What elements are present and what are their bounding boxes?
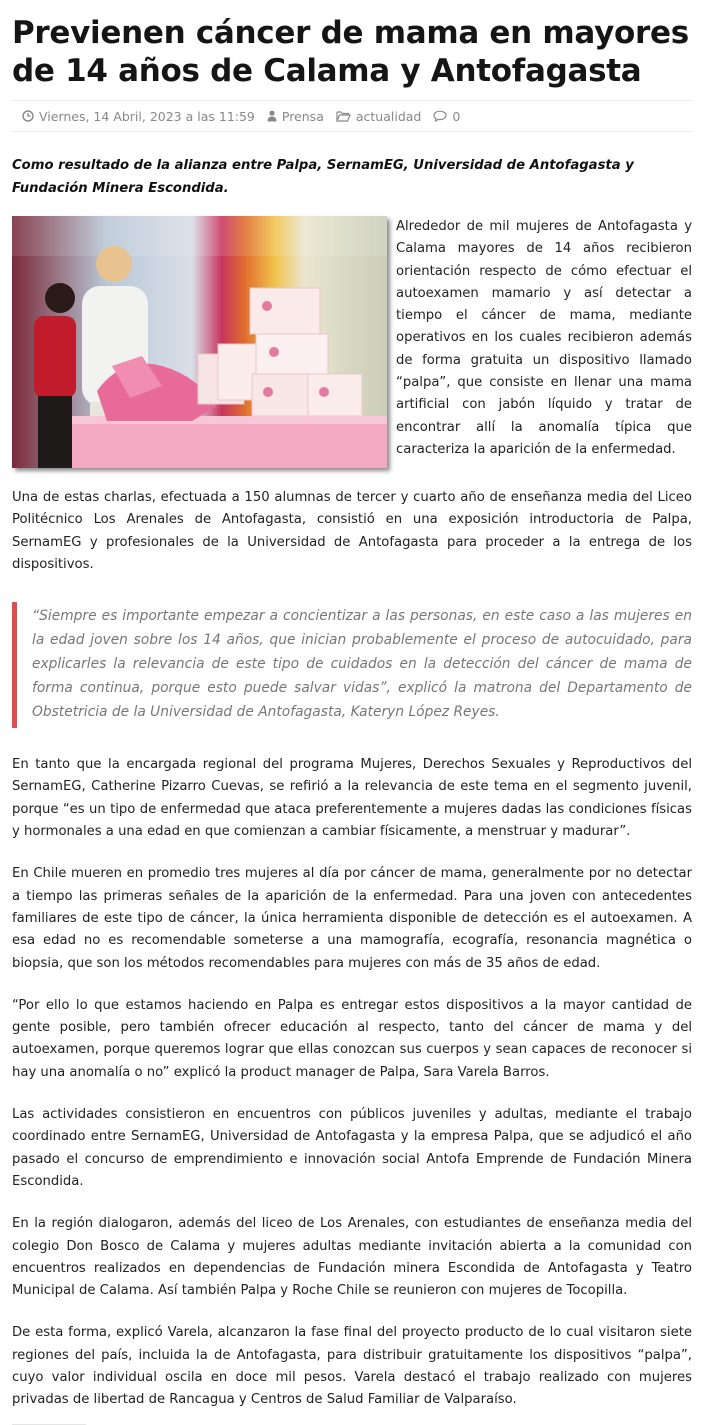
article-side-paragraph: Alrededor de mil mujeres de Antofagasta y Calama mayores de 14 años recibieron orientación respecto de cómo efectuar el autoexamen mamario y así detectar a tiempo el cáncer de mama, mediante operativos en los cuales recibieron además de forma gratuita un dispositivo llamado “palpa”, que consiste en llenar una mama artificial con jabón líquido y tratar de encontrar allí la anomalía típica que caracteriza la aparición de la enfermedad.: [396, 219, 692, 457]
meta-comments[interactable]: [433, 109, 460, 124]
article-blockquote: “Siempre es importante empezar a concientizar a las personas, en este caso a las mujeres en la edad joven sobre los 14 años, que inician probablemente el proceso de autocuidado, para explicarles la relevancia de este tipo de cuidados en la detección del cáncer de mama de forma continua, porque esto puede salvar vidas”, explicó la matrona del Departamento de Obstetricia de la Universidad de Antofagasta, Kateryn López Reyes.: [12, 602, 692, 728]
user-icon: [267, 110, 277, 122]
article-paragraph-6: En la región dialogaron, además del liceo de Los Arenales, con estudiantes de enseñanza media del colegio Don Bosco de Calama y mujeres adultas mediante invitación abierta a la comunidad con encuentros realizados en dependencias de Fundación minera Escondida de Antofagasta y Teatro Municipal de Calama. Así también Palpa y Roche Chile se reunieron con mujeres de Tocopilla.: [12, 1216, 692, 1299]
meta-category[interactable]: [336, 109, 422, 124]
meta-category-text[interactable]: actualidad: [355, 108, 422, 124]
article-title: Previenen cáncer de mama en mayores de 14 años de Calama y Antofagasta: [12, 15, 689, 89]
meta-author[interactable]: [267, 109, 324, 124]
meta-date: [22, 109, 255, 124]
meta-date-text: Viernes, 14 Abril, 2023 a las 11:59: [39, 108, 255, 124]
meta-author-text[interactable]: Prensa: [281, 108, 324, 124]
end-divider: [12, 1424, 86, 1425]
article: [12, 0, 692, 1425]
figure-row: [12, 216, 692, 472]
article-meta: [12, 100, 692, 132]
article-paragraph-3: En Chile mueren en promedio tres mujeres al día por cáncer de mama, generalmente por no detectar a tiempo las primeras señales de la aparición de la enfermedad. Para una joven con antecedentes familiares de este tipo de cáncer, la única herramienta disponible de detección es el autoexamen. A esa edad no es recomendable someterse a una mamografía, ecografía, resonancia magnética o biopsia, que son los métodos recomendables para mujeres con más de 35 años de edad.: [12, 866, 692, 971]
article-paragraph-7: De esta forma, explicó Varela, alcanzaron la fase final del proyecto producto de lo cual visitaron siete regiones del país, incluida la de Antofagasta, para distribuir gratuitamente los dispositivos “palpa”, cuyo valor individual oscila en doce mil pesos. Varela destacó el trabajo realizado con mujeres privadas de libertad de Rancagua y Centros de Salud Familiar de Valparaíso.: [12, 1325, 692, 1408]
article-paragraph-1: Una de estas charlas, efectuada a 150 alumnas de tercer y cuarto año de enseñanza media del Liceo Politécnico Los Arenales de Antofagasta, consistió en una exposición introductoria de Palpa, SernamEG y profesionales de la Universidad de Antofagasta para proceder a la entrega de los dispositivos.: [12, 490, 692, 572]
folder-icon: [336, 110, 351, 122]
article-lead: Como resultado de la alianza entre Palpa, SernamEG, Universidad de Antofagasta y Fundación Minera Escondida.: [12, 158, 634, 196]
comment-icon: [433, 110, 447, 122]
meta-comments-count[interactable]: 0: [452, 108, 461, 124]
event-photo-illustration: [12, 216, 387, 468]
article-paragraph-2: En tanto que la encargada regional del programa Mujeres, Derechos Sexuales y Reproductivos del SernamEG, Catherine Pizarro Cuevas, se refirió a la relevancia de este tema en el segmento juvenil, porque “es un tipo de enfermedad que ataca preferentemente a mujeres dadas las condiciones físicas y hormonales a una edad en que comienzan a cambiar físicamente, a menstruar y madurar”.: [12, 757, 692, 840]
clock-icon: [22, 110, 34, 122]
article-paragraph-4: “Por ello lo que estamos haciendo en Palpa es entregar estos dispositivos a la mayor cantidad de gente posible, pero también ofrecer educación al respecto, tanto del cáncer de mama y del autoexamen, porque queremos lograr que ellas conozcan sus cuerpos y sean capaces de reconocer si hay una anomalía o no” explicó la product manager de Palpa, Sara Varela Barros.: [12, 997, 692, 1080]
article-photo: [12, 216, 387, 468]
article-paragraph-5: Las actividades consistieron en encuentros con públicos juveniles y adultas, mediante el trabajo coordinado entre SernamEG, Universidad de Antofagasta y la empresa Palpa, que se adjudicó el año pasado el concurso de emprendimiento e innovación social Antofa Emprende de Fundación Minera Escondida.: [12, 1107, 692, 1189]
